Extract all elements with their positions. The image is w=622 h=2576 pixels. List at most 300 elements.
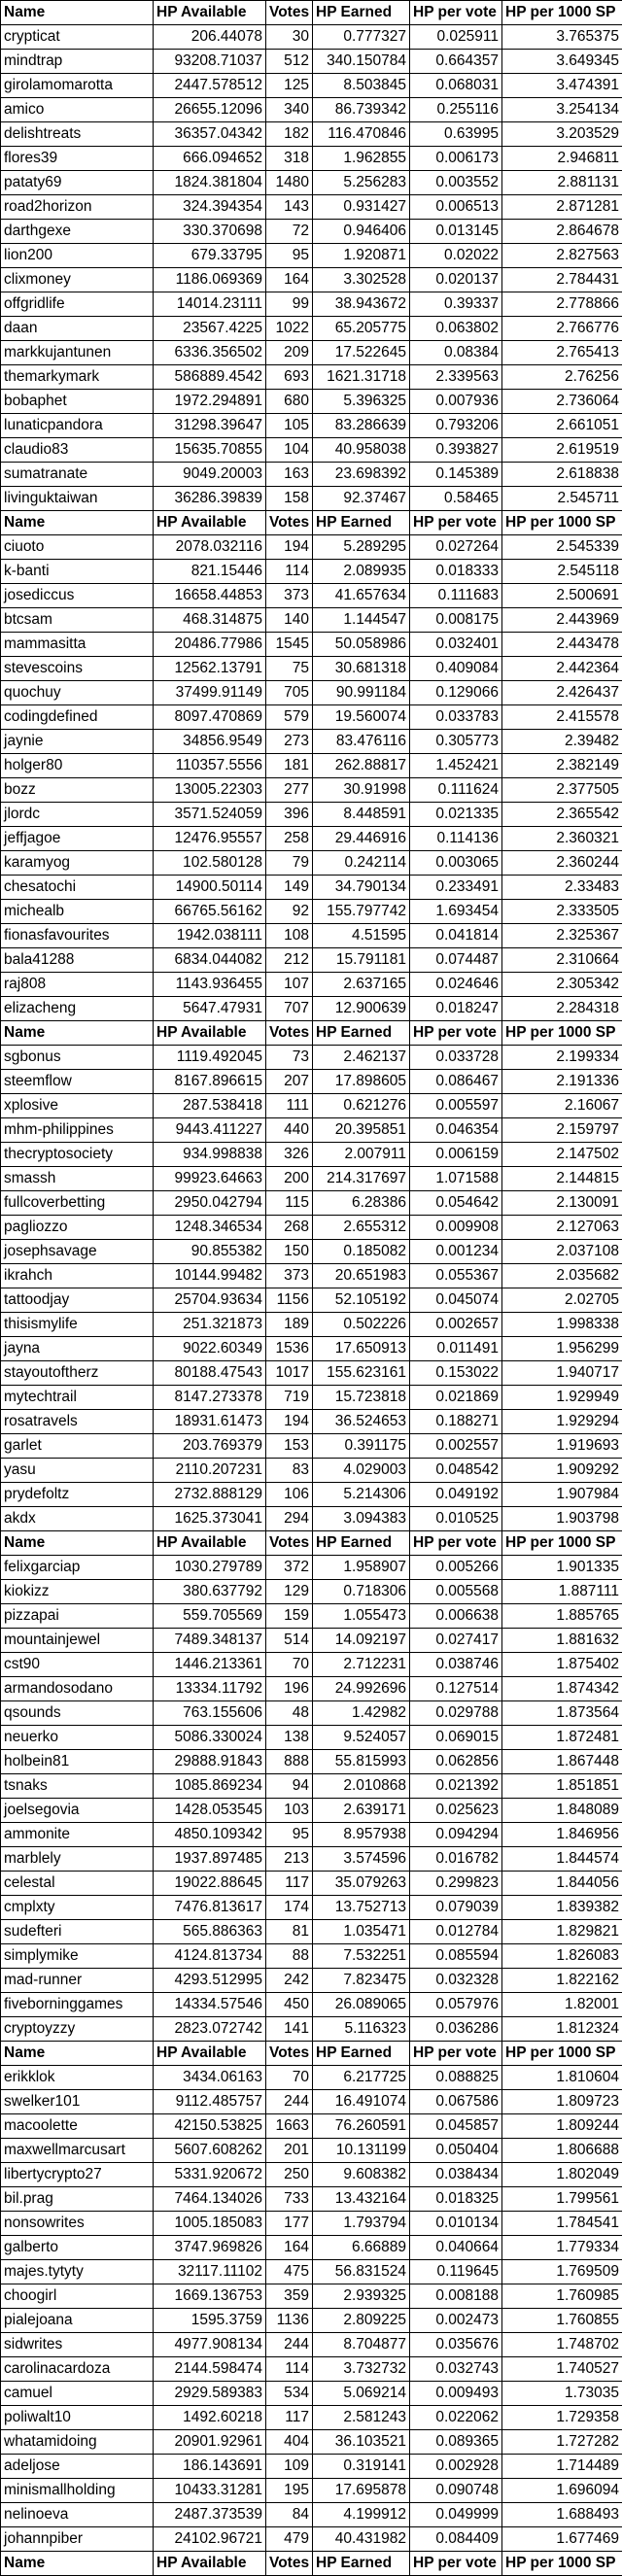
hp-per-vote-header: HP per vote [410, 1, 502, 25]
hp-per-1000-sp-cell: 1.769509 [502, 2260, 622, 2284]
hp-available-cell: 25704.93634 [154, 1288, 266, 1313]
name-cell: josephsavage [1, 1240, 154, 1264]
votes-cell: 273 [266, 730, 313, 754]
hp-available-cell: 20901.92961 [154, 2430, 266, 2455]
hp-available-header: HP Available [154, 1021, 266, 1046]
hp-available-cell: 821.15446 [154, 560, 266, 584]
hp-available-cell: 24102.96721 [154, 2527, 266, 2552]
hp-per-vote-cell: 0.086467 [410, 1070, 502, 1094]
name-header: Name [1, 2042, 154, 2066]
votes-cell: 475 [266, 2260, 313, 2284]
name-cell: camuel [1, 2382, 154, 2406]
name-cell: pizzapai [1, 1604, 154, 1629]
hp-earned-cell: 12.900639 [313, 997, 410, 1021]
table-row [1, 2455, 622, 2479]
table-row [1, 1847, 622, 1872]
hp-available-cell: 9112.485757 [154, 2090, 266, 2114]
hp-per-1000-sp-cell: 2.618838 [502, 463, 622, 487]
table-row [1, 827, 622, 851]
name-cell: crypticat [1, 25, 154, 50]
votes-cell: 109 [266, 2455, 313, 2479]
name-cell: kiokizz [1, 1580, 154, 1604]
hp-earned-cell: 15.723818 [313, 1386, 410, 1410]
hp-earned-header: HP Earned [313, 511, 410, 535]
hp-per-1000-sp-cell: 1.929949 [502, 1386, 622, 1410]
table-row [1, 1604, 622, 1629]
hp-per-vote-cell: 0.08384 [410, 341, 502, 365]
hp-earned-cell: 15.791181 [313, 948, 410, 973]
hp-earned-cell: 76.260591 [313, 2114, 410, 2139]
votes-cell: 158 [266, 487, 313, 511]
hp-earned-cell: 5.396325 [313, 390, 410, 414]
hp-per-1000-sp-cell: 2.426437 [502, 681, 622, 705]
name-cell: flores39 [1, 147, 154, 171]
name-header: Name [1, 2552, 154, 2576]
hp-earned-cell: 0.502226 [313, 1313, 410, 1337]
name-cell: k-banti [1, 560, 154, 584]
name-cell: felixgarciap [1, 1556, 154, 1580]
hp-per-vote-header: HP per vote [410, 2042, 502, 2066]
hp-available-cell: 324.394354 [154, 195, 266, 220]
hp-per-1000-sp-cell: 2.305342 [502, 973, 622, 997]
hp-per-vote-cell: 0.036286 [410, 2017, 502, 2042]
hp-available-cell: 26655.12096 [154, 98, 266, 122]
name-cell: mammasitta [1, 633, 154, 657]
hp-per-1000-sp-cell: 2.545339 [502, 535, 622, 560]
hp-available-cell: 13005.22303 [154, 778, 266, 803]
hp-available-cell: 3434.06163 [154, 2066, 266, 2090]
hp-per-1000-sp-cell: 1.885765 [502, 1604, 622, 1629]
hp-per-vote-header: HP per vote [410, 511, 502, 535]
votes-cell: 117 [266, 1872, 313, 1896]
hp-per-1000-sp-cell: 1.760985 [502, 2284, 622, 2309]
hp-per-1000-sp-cell: 1.929294 [502, 1410, 622, 1434]
name-cell: jaynie [1, 730, 154, 754]
name-cell: jeffjagoe [1, 827, 154, 851]
table-row [1, 681, 622, 705]
hp-per-1000-sp-cell: 2.619519 [502, 438, 622, 463]
hp-available-cell: 4850.109342 [154, 1823, 266, 1847]
header-row [1, 1021, 622, 1046]
hp-available-header: HP Available [154, 2042, 266, 2066]
table-row [1, 1191, 622, 1216]
hp-per-vote-cell: 0.094294 [410, 1823, 502, 1847]
hp-earned-cell: 20.395851 [313, 1118, 410, 1143]
votes-cell: 92 [266, 900, 313, 924]
hp-per-1000-sp-cell: 3.649345 [502, 50, 622, 74]
hp-earned-cell: 52.105192 [313, 1288, 410, 1313]
hp-available-cell: 1972.294891 [154, 390, 266, 414]
hp-per-1000-sp-cell: 2.333505 [502, 900, 622, 924]
table-row [1, 851, 622, 876]
hp-per-vote-cell: 0.012784 [410, 1920, 502, 1944]
hp-per-vote-cell: 0.63995 [410, 122, 502, 147]
hp-per-vote-cell: 0.021392 [410, 1774, 502, 1799]
hp-per-vote-cell: 0.006173 [410, 147, 502, 171]
votes-cell: 181 [266, 754, 313, 778]
hp-available-cell: 4977.908134 [154, 2333, 266, 2357]
votes-cell: 373 [266, 1264, 313, 1288]
name-cell: jlordc [1, 803, 154, 827]
name-cell: ikrahch [1, 1264, 154, 1288]
table-row [1, 317, 622, 341]
table-row [1, 1313, 622, 1337]
hp-earned-cell: 23.698392 [313, 463, 410, 487]
table-row [1, 1944, 622, 1969]
hp-per-vote-cell: 0.079039 [410, 1896, 502, 1920]
table-row [1, 1386, 622, 1410]
votes-cell: 195 [266, 2479, 313, 2503]
name-cell: nelinoeva [1, 2503, 154, 2527]
hp-per-1000-sp-cell: 1.875402 [502, 1653, 622, 1677]
hp-per-vote-cell: 0.020137 [410, 268, 502, 292]
name-cell: ammonite [1, 1823, 154, 1847]
table-row [1, 1143, 622, 1167]
hp-per-vote-cell: 0.046354 [410, 1118, 502, 1143]
hp-per-vote-cell: 0.045074 [410, 1288, 502, 1313]
hp-per-vote-cell: 0.022062 [410, 2406, 502, 2430]
hp-earned-cell: 65.205775 [313, 317, 410, 341]
hp-available-cell: 206.44078 [154, 25, 266, 50]
hp-available-cell: 586889.4542 [154, 365, 266, 390]
table-row [1, 98, 622, 122]
votes-header: Votes [266, 1531, 313, 1556]
hp-per-vote-cell: 0.067586 [410, 2090, 502, 2114]
votes-cell: 30 [266, 25, 313, 50]
table-row [1, 147, 622, 171]
name-cell: lunaticpandora [1, 414, 154, 438]
votes-cell: 125 [266, 74, 313, 98]
votes-cell: 88 [266, 1944, 313, 1969]
hp-per-1000-sp-cell: 1.919693 [502, 1434, 622, 1459]
hp-available-cell: 5647.47931 [154, 997, 266, 1021]
hp-per-vote-cell: 0.045857 [410, 2114, 502, 2139]
hp-available-cell: 32117.11102 [154, 2260, 266, 2284]
hp-per-vote-cell: 0.013145 [410, 220, 502, 244]
votes-cell: 1545 [266, 633, 313, 657]
hp-per-1000-sp-cell: 2.443969 [502, 608, 622, 633]
hp-available-cell: 2110.207231 [154, 1459, 266, 1483]
hp-per-1000-sp-cell: 2.325367 [502, 924, 622, 948]
table-row [1, 2333, 622, 2357]
hp-per-vote-cell: 0.005568 [410, 1580, 502, 1604]
hp-earned-cell: 0.319141 [313, 2455, 410, 2479]
header-row [1, 1531, 622, 1556]
name-cell: swelker101 [1, 2090, 154, 2114]
hp-per-vote-cell: 0.027417 [410, 1629, 502, 1653]
votes-cell: 177 [266, 2212, 313, 2236]
hp-per-1000-sp-cell: 2.377505 [502, 778, 622, 803]
hp-per-1000-sp-cell: 2.545118 [502, 560, 622, 584]
hp-per-1000-sp-cell: 2.661051 [502, 414, 622, 438]
name-cell: smassh [1, 1167, 154, 1191]
hp-earned-cell: 0.621276 [313, 1094, 410, 1118]
votes-cell: 72 [266, 220, 313, 244]
hp-available-header: HP Available [154, 511, 266, 535]
hp-per-1000-sp-cell: 1.998338 [502, 1313, 622, 1337]
table-row [1, 1483, 622, 1507]
votes-cell: 107 [266, 973, 313, 997]
hp-per-vote-cell: 0.032743 [410, 2357, 502, 2382]
hp-available-cell: 80188.47543 [154, 1361, 266, 1386]
hp-available-cell: 99923.64663 [154, 1167, 266, 1191]
hp-available-cell: 287.538418 [154, 1094, 266, 1118]
hp-available-cell: 679.33795 [154, 244, 266, 268]
hp-per-vote-cell: 0.025911 [410, 25, 502, 50]
table-row [1, 1434, 622, 1459]
hp-available-cell: 7476.813617 [154, 1896, 266, 1920]
hp-per-1000-sp-header: HP per 1000 SP [502, 1, 622, 25]
hp-available-cell: 666.094652 [154, 147, 266, 171]
table-row [1, 2503, 622, 2527]
hp-earned-cell: 155.797742 [313, 900, 410, 924]
votes-cell: 404 [266, 2430, 313, 2455]
table-row [1, 1337, 622, 1361]
hp-available-cell: 9443.411227 [154, 1118, 266, 1143]
hp-available-cell: 15635.70855 [154, 438, 266, 463]
hp-per-1000-sp-cell: 2.545711 [502, 487, 622, 511]
hp-per-1000-sp-cell: 1.848089 [502, 1799, 622, 1823]
hp-earned-header: HP Earned [313, 1531, 410, 1556]
hp-available-cell: 36286.39839 [154, 487, 266, 511]
hp-earned-cell: 8.957938 [313, 1823, 410, 1847]
hp-earned-header: HP Earned [313, 1021, 410, 1046]
hp-per-vote-cell: 0.011491 [410, 1337, 502, 1361]
hp-per-vote-cell: 0.010525 [410, 1507, 502, 1531]
hp-earned-cell: 116.470846 [313, 122, 410, 147]
votes-header: Votes [266, 2042, 313, 2066]
hp-per-vote-cell: 0.009493 [410, 2382, 502, 2406]
table-row [1, 1507, 622, 1531]
hp-per-1000-sp-cell: 2.127063 [502, 1216, 622, 1240]
table-row [1, 365, 622, 390]
hp-per-vote-cell: 0.145389 [410, 463, 502, 487]
hp-available-cell: 13334.11792 [154, 1677, 266, 1701]
hp-per-vote-cell: 0.008188 [410, 2284, 502, 2309]
table-row [1, 633, 622, 657]
hp-earned-cell: 13.752713 [313, 1896, 410, 1920]
name-cell: pataty69 [1, 171, 154, 195]
hp-per-vote-cell: 0.111683 [410, 584, 502, 608]
name-cell: rosatravels [1, 1410, 154, 1434]
votes-cell: 73 [266, 1046, 313, 1070]
hp-per-vote-cell: 0.038746 [410, 1653, 502, 1677]
hp-per-1000-sp-cell: 1.956299 [502, 1337, 622, 1361]
hp-per-1000-sp-header: HP per 1000 SP [502, 2042, 622, 2066]
hp-per-vote-cell: 0.005266 [410, 1556, 502, 1580]
name-cell: chesatochi [1, 876, 154, 900]
hp-available-cell: 19022.88645 [154, 1872, 266, 1896]
hp-earned-cell: 5.069214 [313, 2382, 410, 2406]
hp-available-cell: 1143.936455 [154, 973, 266, 997]
table-row [1, 1046, 622, 1070]
hp-per-vote-cell: 0.002928 [410, 2455, 502, 2479]
header-row [1, 511, 622, 535]
hp-available-cell: 2929.589383 [154, 2382, 266, 2406]
votes-cell: 359 [266, 2284, 313, 2309]
hp-earned-cell: 8.448591 [313, 803, 410, 827]
votes-cell: 318 [266, 147, 313, 171]
table-row [1, 122, 622, 147]
table-row [1, 195, 622, 220]
hp-earned-cell: 40.958038 [313, 438, 410, 463]
name-cell: themarkymark [1, 365, 154, 390]
name-cell: offgridlife [1, 292, 154, 317]
hp-per-vote-cell: 0.153022 [410, 1361, 502, 1386]
hp-earned-cell: 3.732732 [313, 2357, 410, 2382]
hp-per-vote-cell: 0.002473 [410, 2309, 502, 2333]
table-row [1, 50, 622, 74]
votes-cell: 114 [266, 560, 313, 584]
hp-available-cell: 8147.273378 [154, 1386, 266, 1410]
votes-cell: 115 [266, 1191, 313, 1216]
hp-earned-cell: 3.302528 [313, 268, 410, 292]
votes-cell: 149 [266, 876, 313, 900]
hp-available-cell: 1030.279789 [154, 1556, 266, 1580]
hp-earned-cell: 2.809225 [313, 2309, 410, 2333]
table-row [1, 292, 622, 317]
table-row [1, 1240, 622, 1264]
hp-available-cell: 90.855382 [154, 1240, 266, 1264]
hp-available-cell: 6336.356502 [154, 341, 266, 365]
hp-per-vote-cell: 0.041814 [410, 924, 502, 948]
hp-per-1000-sp-cell: 1.799561 [502, 2187, 622, 2212]
votes-cell: 209 [266, 341, 313, 365]
table-row [1, 1774, 622, 1799]
hp-earned-cell: 1.42982 [313, 1701, 410, 1726]
hp-available-cell: 93208.71037 [154, 50, 266, 74]
votes-cell: 95 [266, 1823, 313, 1847]
name-cell: steemflow [1, 1070, 154, 1094]
hp-per-vote-cell: 0.008175 [410, 608, 502, 633]
name-cell: ciuoto [1, 535, 154, 560]
hp-per-1000-sp-cell: 1.887111 [502, 1580, 622, 1604]
name-cell: girolamomarotta [1, 74, 154, 98]
hp-per-vote-cell: 0.002557 [410, 1434, 502, 1459]
hp-per-vote-cell: 0.006159 [410, 1143, 502, 1167]
hp-per-vote-cell: 0.39337 [410, 292, 502, 317]
hp-per-vote-cell: 0.032328 [410, 1969, 502, 1993]
votes-cell: 108 [266, 924, 313, 948]
table-row [1, 171, 622, 195]
votes-cell: 48 [266, 1701, 313, 1726]
hp-earned-cell: 2.462137 [313, 1046, 410, 1070]
votes-cell: 268 [266, 1216, 313, 1240]
votes-cell: 105 [266, 414, 313, 438]
table-row [1, 1580, 622, 1604]
hp-per-vote-cell: 0.048542 [410, 1459, 502, 1483]
hp-available-header: HP Available [154, 1531, 266, 1556]
hp-per-vote-cell: 0.055367 [410, 1264, 502, 1288]
table-row [1, 876, 622, 900]
hp-per-1000-sp-cell: 1.907984 [502, 1483, 622, 1507]
name-cell: livinguktaiwan [1, 487, 154, 511]
name-cell: joelsegovia [1, 1799, 154, 1823]
hp-per-vote-cell: 0.006638 [410, 1604, 502, 1629]
hp-per-1000-sp-cell: 1.806688 [502, 2139, 622, 2163]
votes-cell: 680 [266, 390, 313, 414]
table-row [1, 1288, 622, 1313]
hp-earned-cell: 3.574596 [313, 1847, 410, 1872]
name-cell: josediccus [1, 584, 154, 608]
hp-per-1000-sp-cell: 2.284318 [502, 997, 622, 1021]
hp-available-cell: 1119.492045 [154, 1046, 266, 1070]
hp-earned-cell: 5.116323 [313, 2017, 410, 2042]
hp-per-vote-cell: 0.255116 [410, 98, 502, 122]
hp-per-vote-cell: 0.021869 [410, 1386, 502, 1410]
votes-cell: 1156 [266, 1288, 313, 1313]
votes-cell: 111 [266, 1094, 313, 1118]
hp-earned-cell: 30.91998 [313, 778, 410, 803]
hp-available-cell: 1085.869234 [154, 1774, 266, 1799]
hp-available-header: HP Available [154, 2552, 266, 2576]
hp-per-1000-sp-cell: 2.360321 [502, 827, 622, 851]
name-cell: whatamidoing [1, 2430, 154, 2455]
hp-earned-cell: 4.029003 [313, 1459, 410, 1483]
table-row [1, 730, 622, 754]
hp-per-vote-cell: 0.032401 [410, 633, 502, 657]
table-row [1, 341, 622, 365]
hp-available-cell: 6834.044082 [154, 948, 266, 973]
hp-per-1000-sp-cell: 1.73035 [502, 2382, 622, 2406]
hp-earned-cell: 1621.31718 [313, 365, 410, 390]
hp-per-vote-cell: 1.693454 [410, 900, 502, 924]
hp-earned-cell: 50.058986 [313, 633, 410, 657]
name-cell: claudio83 [1, 438, 154, 463]
hp-per-vote-cell: 0.033728 [410, 1046, 502, 1070]
hp-earned-cell: 10.131199 [313, 2139, 410, 2163]
hp-earned-cell: 19.560074 [313, 705, 410, 730]
table-row [1, 2236, 622, 2260]
hp-per-vote-cell: 1.452421 [410, 754, 502, 778]
hp-per-1000-sp-cell: 1.810604 [502, 2066, 622, 2090]
hp-per-1000-sp-cell: 2.144815 [502, 1167, 622, 1191]
hp-earned-cell: 4.199912 [313, 2503, 410, 2527]
name-cell: poliwalt10 [1, 2406, 154, 2430]
name-cell: raj808 [1, 973, 154, 997]
table-row [1, 2309, 622, 2333]
hp-per-1000-sp-cell: 1.872481 [502, 1726, 622, 1750]
hp-earned-cell: 1.958907 [313, 1556, 410, 1580]
name-cell: holbein81 [1, 1750, 154, 1774]
hp-earned-cell: 1.962855 [313, 147, 410, 171]
hp-per-vote-cell: 0.035676 [410, 2333, 502, 2357]
hp-per-vote-cell: 0.233491 [410, 876, 502, 900]
hp-available-cell: 37499.91149 [154, 681, 266, 705]
votes-cell: 201 [266, 2139, 313, 2163]
hp-per-vote-cell: 0.025623 [410, 1799, 502, 1823]
name-cell: michealb [1, 900, 154, 924]
hp-earned-cell: 36.103521 [313, 2430, 410, 2455]
votes-cell: 396 [266, 803, 313, 827]
votes-header: Votes [266, 1, 313, 25]
hp-per-1000-sp-header: HP per 1000 SP [502, 1531, 622, 1556]
votes-cell: 79 [266, 851, 313, 876]
name-cell: darthgexe [1, 220, 154, 244]
hp-earned-cell: 5.289295 [313, 535, 410, 560]
votes-cell: 200 [266, 1167, 313, 1191]
votes-cell: 94 [266, 1774, 313, 1799]
hp-per-1000-sp-cell: 2.147502 [502, 1143, 622, 1167]
hp-earned-cell: 340.150784 [313, 50, 410, 74]
hp-earned-cell: 55.815993 [313, 1750, 410, 1774]
name-cell: nonsowrites [1, 2212, 154, 2236]
votes-cell: 579 [266, 705, 313, 730]
name-cell: qsounds [1, 1701, 154, 1726]
hp-per-vote-cell: 0.793206 [410, 414, 502, 438]
hp-per-vote-cell: 0.054642 [410, 1191, 502, 1216]
hp-available-cell: 14014.23111 [154, 292, 266, 317]
